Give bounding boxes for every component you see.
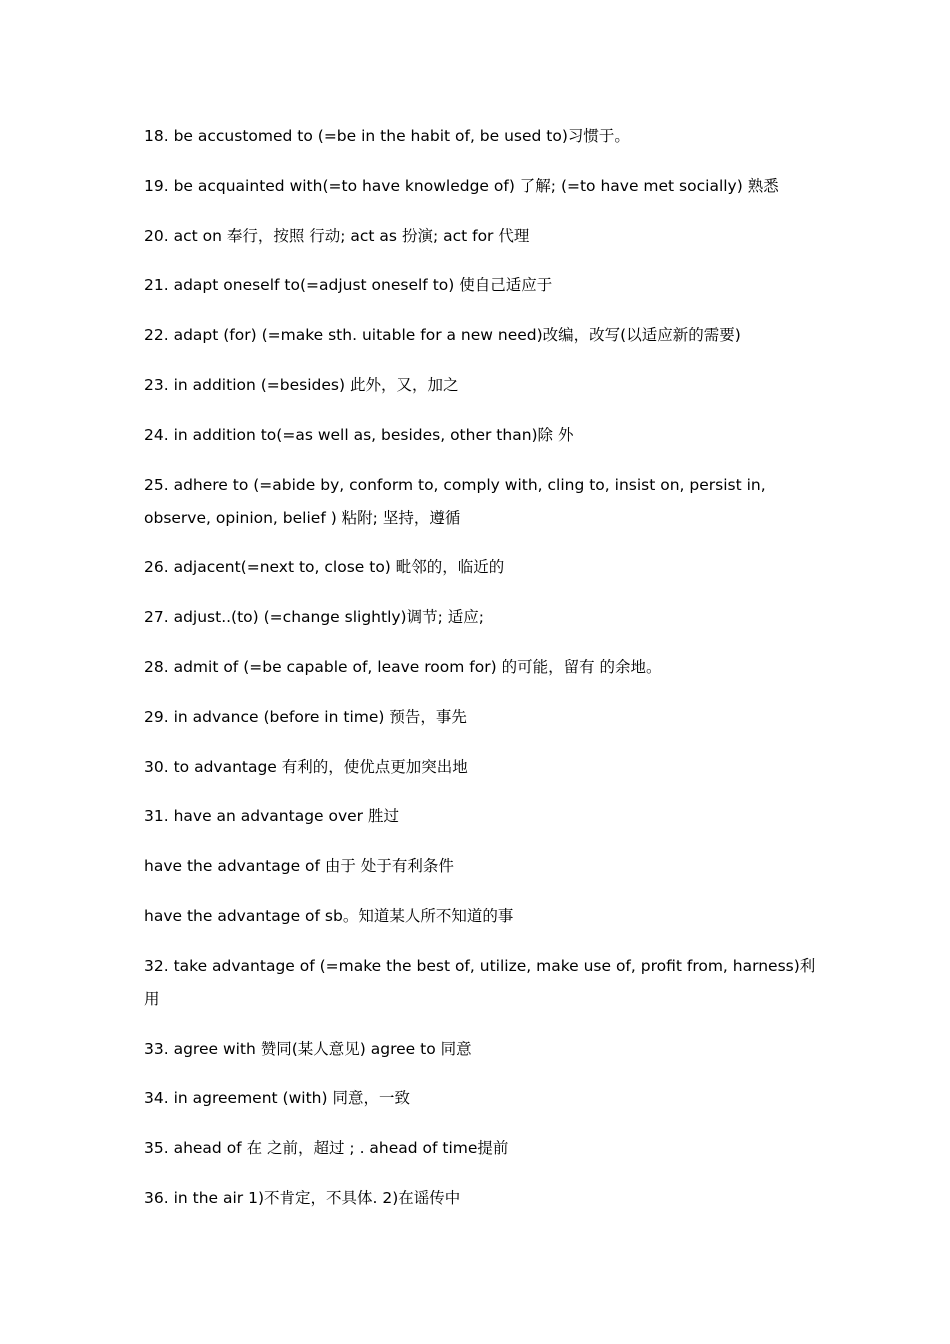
entry-30: 30. to advantage 有利的，使优点更加突出地 <box>144 757 468 776</box>
entry-23: 23. in addition (=besides) 此外，又，加之 <box>144 375 459 394</box>
entry-24: 24. in addition to(=as well as, besides, other than)除 外 <box>144 425 574 444</box>
entry-31-sub-2: have the advantage of sb。知道某人所不知道的事 <box>144 906 514 925</box>
entry-31-sub-1: have the advantage of 由于 处于有利条件 <box>144 857 454 876</box>
entry-34: 34. in agreement (with) 同意，一致 <box>144 1089 410 1108</box>
entry-18: 18. be accustomed to (=be in the habit of, be used to)习惯于。 <box>144 127 630 145</box>
entry-25: 25. adhere to (=abide by, conform to, comply with, cling to, insist on, persist in, observe, opinion, belief ) 粘附; 坚持，遵循 <box>144 475 766 527</box>
document-page <box>144 120 824 1232</box>
entry-20: 20. act on 奉行，按照 行动; act as 扮演; act for 代理 <box>144 226 530 245</box>
entry-33: 33. agree with 赞同(某人意见) agree to 同意 <box>144 1039 472 1058</box>
entry-35: 35. ahead of 在 之前，超过 ; . ahead of time提前 <box>144 1139 509 1158</box>
entry-31: 31. have an advantage over 胜过 <box>144 807 399 826</box>
entry-21: 21. adapt oneself to(=adjust oneself to) 使自己适应于 <box>144 276 553 295</box>
entry-29: 29. in advance (before in time) 预告，事先 <box>144 707 467 726</box>
entry-27: 27. adjust..(to) (=change slightly)调节; 适应; <box>144 608 484 627</box>
entry-19: 19. be acquainted with(=to have knowledge of) 了解; (=to have met socially) 熟悉 <box>144 176 779 195</box>
entry-22: 22. adapt (for) (=make sth. uitable for a new need)改编，改写(以适应新的需要) <box>144 326 741 345</box>
entry-26: 26. adjacent(=next to, close to) 毗邻的，临近的 <box>144 558 505 577</box>
entry-36: 36. in the air 1)不肯定，不具体. 2)在谣传中 <box>144 1188 461 1207</box>
entry-32: 32. take advantage of (=make the best of, utilize, make use of, profit from, harness)利用 <box>144 956 816 1008</box>
entry-28: 28. admit of (=be capable of, leave room for) 的可能，留有 的余地。 <box>144 657 662 676</box>
